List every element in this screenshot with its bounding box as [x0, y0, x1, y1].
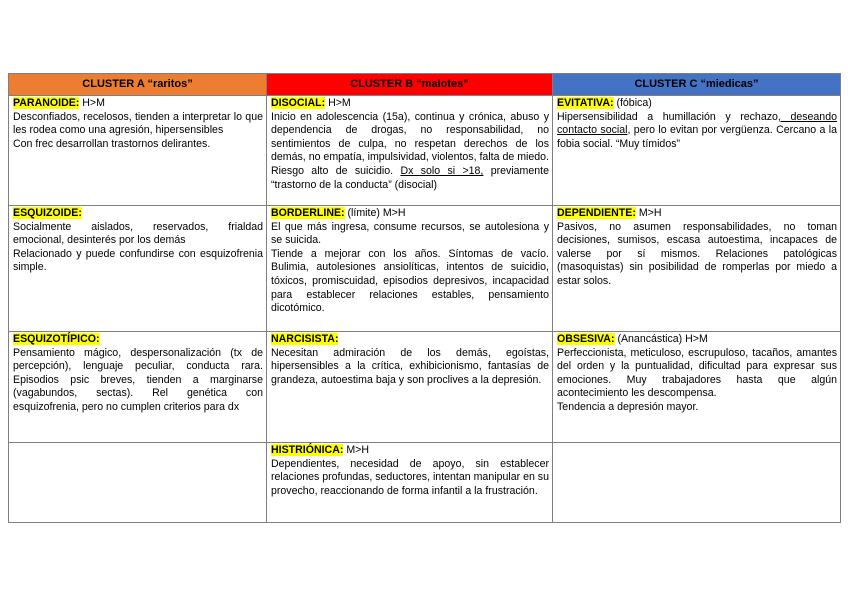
disorder-ratio: (Anancástica) H>M [614, 333, 708, 345]
disorder-title: DISOCIAL: [271, 97, 326, 109]
disorder-description: Desconfiados, recelosos, tienden a interpretar lo que les rodea como una agresión, hipersensibles [13, 110, 263, 137]
disorder-title: NARCISISTA: [271, 333, 339, 345]
personality-disorders-table [8, 73, 841, 523]
disorder-title: ESQUIZOTÍPICO: [13, 333, 100, 345]
cell-histrionica [267, 443, 553, 523]
cell-evitativa [553, 96, 841, 206]
cell-paranoide [9, 96, 267, 206]
disorder-description: Perfeccionista, meticuloso, escrupuloso, tacaños, amantes del orden y la puntualidad, dificultad para expresar sus emociones. Muy trabajadores hasta que algún acontecimiento les descompensa. [557, 346, 837, 400]
cell-borderline [267, 206, 553, 332]
cell-dependiente [553, 206, 841, 332]
header-cluster-b: CLUSTER B “malotes” [267, 74, 553, 96]
table-row [9, 443, 841, 523]
disorder-ratio: (fóbica) [613, 97, 652, 109]
header-row [9, 74, 841, 96]
disorder-ratio: (límite) M>H [344, 207, 406, 219]
cell-empty [9, 443, 267, 523]
disorder-note: Relacionado y puede confundirse con esquizofrenia simple. [13, 247, 263, 274]
cell-esquizotipico [9, 332, 267, 443]
disorder-description: El que más ingresa, consume recursos, se autolesiona y se suicida. [271, 220, 549, 247]
disorder-description-tail: , pero lo evitan por vergüenza. Cercano a la fobia social. “Muy tímidos” [557, 124, 837, 150]
header-cluster-a: CLUSTER A “raritos” [9, 74, 267, 96]
disorder-note: Con frec desarrollan trastornos delirantes. [13, 137, 211, 150]
cell-empty [553, 443, 841, 523]
cell-narcisista [267, 332, 553, 443]
disorder-title: ESQUIZOIDE: [13, 207, 82, 219]
disorder-ratio: H>M [325, 97, 351, 109]
disorder-description: Dependientes, necesidad de apoyo, sin establecer relaciones profundas, seductores, intentan manipular en su provecho, reaccionando de forma infantil a la frustración. [271, 457, 549, 497]
disorder-ratio: H>M [79, 97, 105, 109]
disorder-description-tail: previamente “trastorno de la conducta” (disocial) [271, 164, 549, 191]
disorder-note: Tendencia a depresión mayor. [557, 400, 699, 413]
disorder-title: BORDERLINE: [271, 207, 345, 219]
disorder-ratio: M>H [635, 207, 662, 219]
cell-obsesiva [553, 332, 841, 443]
header-cluster-c: CLUSTER C “miedicas” [553, 74, 841, 96]
disorder-ratio: M>H [343, 444, 369, 456]
disorder-description: Pensamiento mágico, despersonalización (tx de percepción), lenguaje peculiar, conducta rara. Episodios psic breves, tienden a marginarse (vagabundos, sectas). Rel genética con esquizofrenia, pero no cumplen criterios para dx [13, 346, 263, 413]
disorder-underlined-note: , deseando contacto social [557, 110, 837, 137]
cell-esquizoide [9, 206, 267, 332]
table-row [9, 332, 841, 443]
disorder-description: Inicio en adolescencia (15a), continua y crónica, abuso y dependencia de drogas, no responsabilidad, no sentimientos de culpa, no respetan derechos de los demás, no empatía, impulsividad, violentos, falta de miedo. Riesgo alto de suicidio. [271, 110, 549, 177]
disorder-title: PARANOIDE: [13, 97, 80, 109]
disorder-title: HISTRIÓNICA: [271, 444, 344, 456]
table-row [9, 206, 841, 332]
disorder-title: DEPENDIENTE: [557, 207, 636, 219]
disorder-title: EVITATIVA: [557, 97, 614, 109]
disorder-note: Tiende a mejorar con los años. Síntomas de vacío. Bulimia, autolesiones ansiolíticas, intentos de suicidio, tóxicos, promiscuidad, episodios depresivos, incapacidad para establecer relaciones estables, pensamiento dicotómico. [271, 247, 549, 315]
cell-disocial [267, 96, 553, 206]
disorder-description: Necesitan admiración de los demás, egoístas, hipersensibles a la crítica, exhibicionismo, fantasías de grandeza, autoestima baja y son proclives a la depresión. [271, 346, 549, 386]
disorder-description: Socialmente aislados, reservados, frialdad emocional, desinterés por los demás [13, 220, 263, 247]
disorder-underlined-note: Dx solo si >18, [400, 164, 484, 177]
disorder-title: OBSESIVA: [557, 333, 615, 345]
disorder-description: Hipersensibilidad a humillación y rechazo [557, 110, 778, 123]
table-row [9, 96, 841, 206]
disorder-description: Pasivos, no asumen responsabilidades, no toman decisiones, sumisos, escasa autoestima, incapaces de valerse por sí mismos. Relaciones patológicas (masoquistas) sin posibilidad de romperlas por miedo a estar solos. [557, 220, 837, 287]
